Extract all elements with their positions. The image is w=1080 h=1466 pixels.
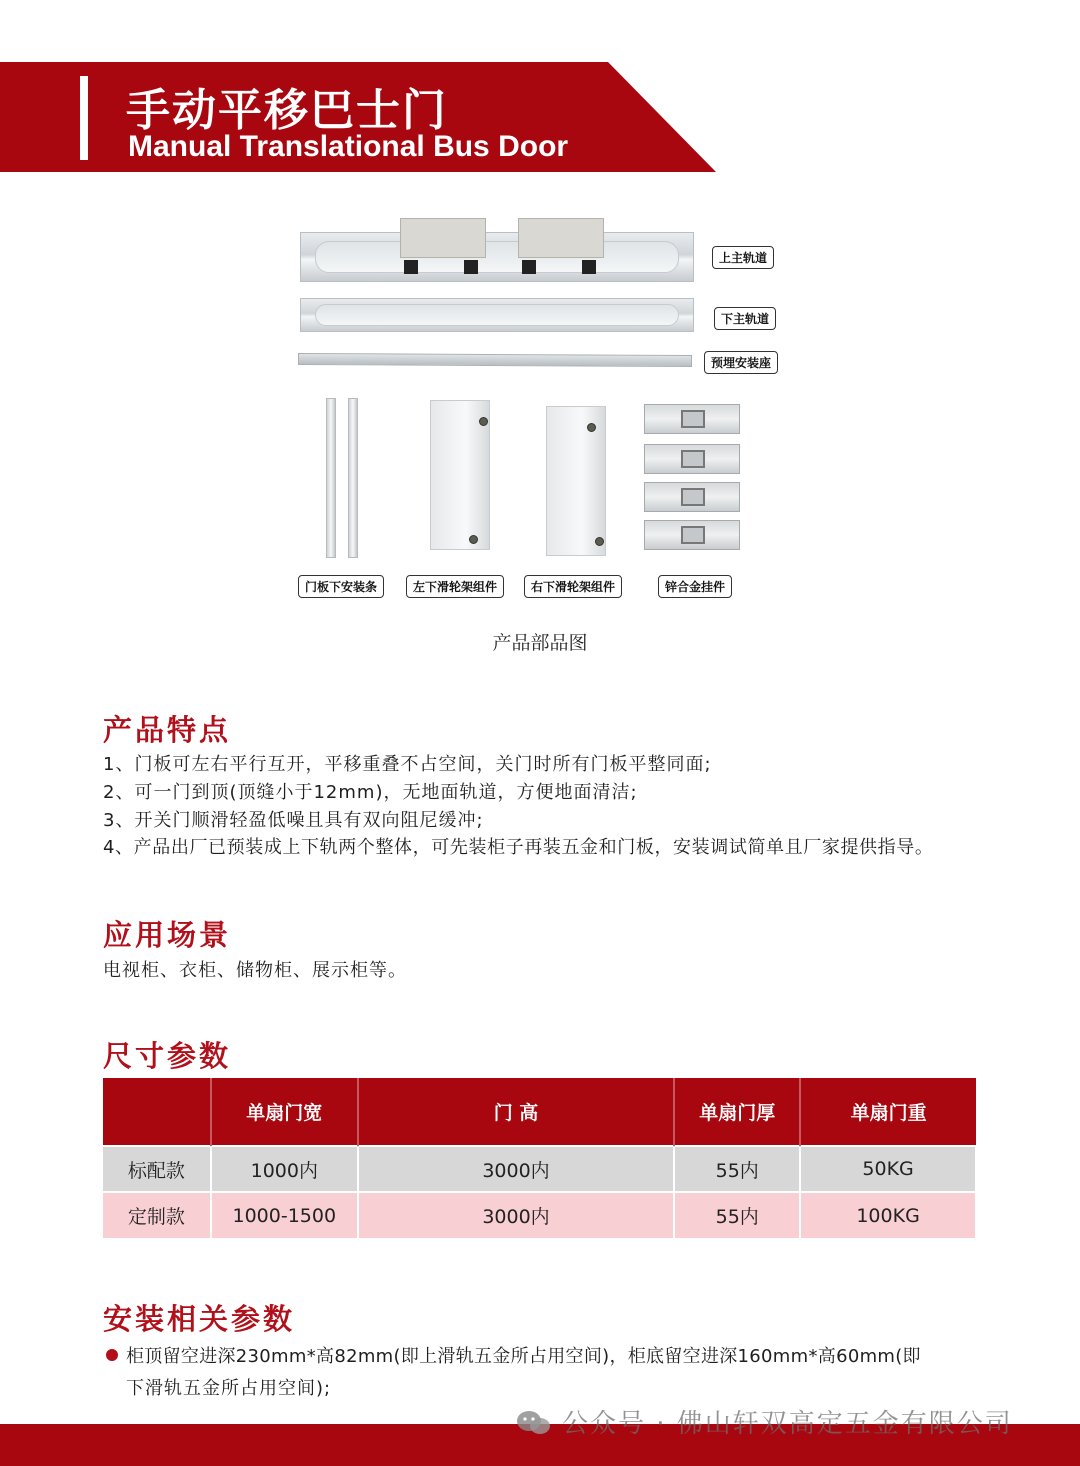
feature-item: 3、开关门顺滑轻盈低噪且具有双向阻尼缓冲; [103, 810, 484, 831]
install-line: 下滑轨五金所占用空间); [126, 1378, 332, 1399]
install-title: 安装相关参数 [103, 1302, 296, 1336]
table-header: 单扇门宽 [211, 1078, 358, 1146]
wechat-icon [514, 1408, 554, 1438]
label-upper-rail: 上主轨道 [712, 246, 774, 269]
label-left-pulley: 左下滑轮架组件 [406, 575, 504, 598]
install-line: 柜顶留空进深230mm*高82mm(即上滑轨五金所占用空间)，柜底留空进深160mm*高60mm(即 [126, 1346, 921, 1367]
table-cell: 标配款 [103, 1146, 211, 1192]
upper-rail-image [300, 232, 694, 282]
clip-icon [522, 260, 536, 274]
table-cell: 定制款 [103, 1192, 211, 1238]
page-subtitle: Manual Translational Bus Door [128, 130, 569, 163]
carriage-right-image [518, 218, 604, 258]
hanger-image [644, 520, 740, 550]
table-cell: 1000内 [211, 1146, 358, 1192]
table-cell: 100KG [800, 1192, 976, 1238]
label-right-pulley: 右下滑轮架组件 [524, 575, 622, 598]
table-cell: 3000内 [358, 1192, 675, 1238]
table-header: 单扇门重 [800, 1078, 976, 1146]
label-base: 预埋安装座 [704, 351, 778, 374]
table-cell: 3000内 [358, 1146, 675, 1192]
table-header [103, 1078, 211, 1146]
dimensions-title: 尺寸参数 [103, 1039, 232, 1073]
table-header: 单扇门厚 [674, 1078, 800, 1146]
scenes-title: 应用场景 [103, 918, 232, 952]
clip-icon [404, 260, 418, 274]
table-row [103, 1146, 976, 1192]
banner-accent-bar [80, 76, 88, 160]
table-cell: 55内 [674, 1146, 800, 1192]
table-cell: 55内 [674, 1192, 800, 1238]
carriage-left-image [400, 218, 486, 258]
scenes-text: 电视柜、衣柜、储物柜、展示柜等。 [103, 960, 407, 981]
table-header: 门 高 [358, 1078, 675, 1146]
base-plate-image [298, 353, 692, 367]
feature-item: 4、产品出厂已预装成上下轨两个整体，可先装柜子再装五金和门板，安装调试简单且厂家提供指导。 [103, 837, 934, 858]
features-title: 产品特点 [103, 713, 232, 747]
strip-image [326, 398, 336, 558]
label-strip: 门板下安装条 [298, 575, 384, 598]
table-header-row [103, 1078, 976, 1146]
label-hanger: 锌合金挂件 [658, 575, 732, 598]
label-lower-rail: 下主轨道 [714, 307, 776, 330]
hanger-image [644, 444, 740, 474]
parts-diagram [296, 210, 786, 610]
clip-icon [582, 260, 596, 274]
feature-item: 1、门板可左右平行互开，平移重叠不占空间，关门时所有门板平整同面; [103, 754, 712, 775]
page-title: 手动平移巴士门 [126, 85, 448, 136]
hanger-image [644, 404, 740, 434]
table-cell: 50KG [800, 1146, 976, 1192]
table-row [103, 1192, 976, 1238]
lower-rail-image [300, 298, 694, 332]
clip-icon [464, 260, 478, 274]
header-banner [0, 62, 1080, 172]
table-cell: 1000-1500 [211, 1192, 358, 1238]
dimensions-table [103, 1078, 977, 1238]
right-pulley-image [546, 406, 606, 556]
feature-item: 2、可一门到顶(顶缝小于12mm)，无地面轨道，方便地面清洁; [103, 782, 638, 803]
strip-image [348, 398, 358, 558]
bullet-icon [106, 1349, 118, 1361]
hanger-image [644, 482, 740, 512]
left-pulley-image [430, 400, 490, 550]
parts-caption: 产品部品图 [492, 632, 588, 654]
watermark: 公众号 · 佛山轩双高定五金有限公司 [562, 1409, 1013, 1439]
